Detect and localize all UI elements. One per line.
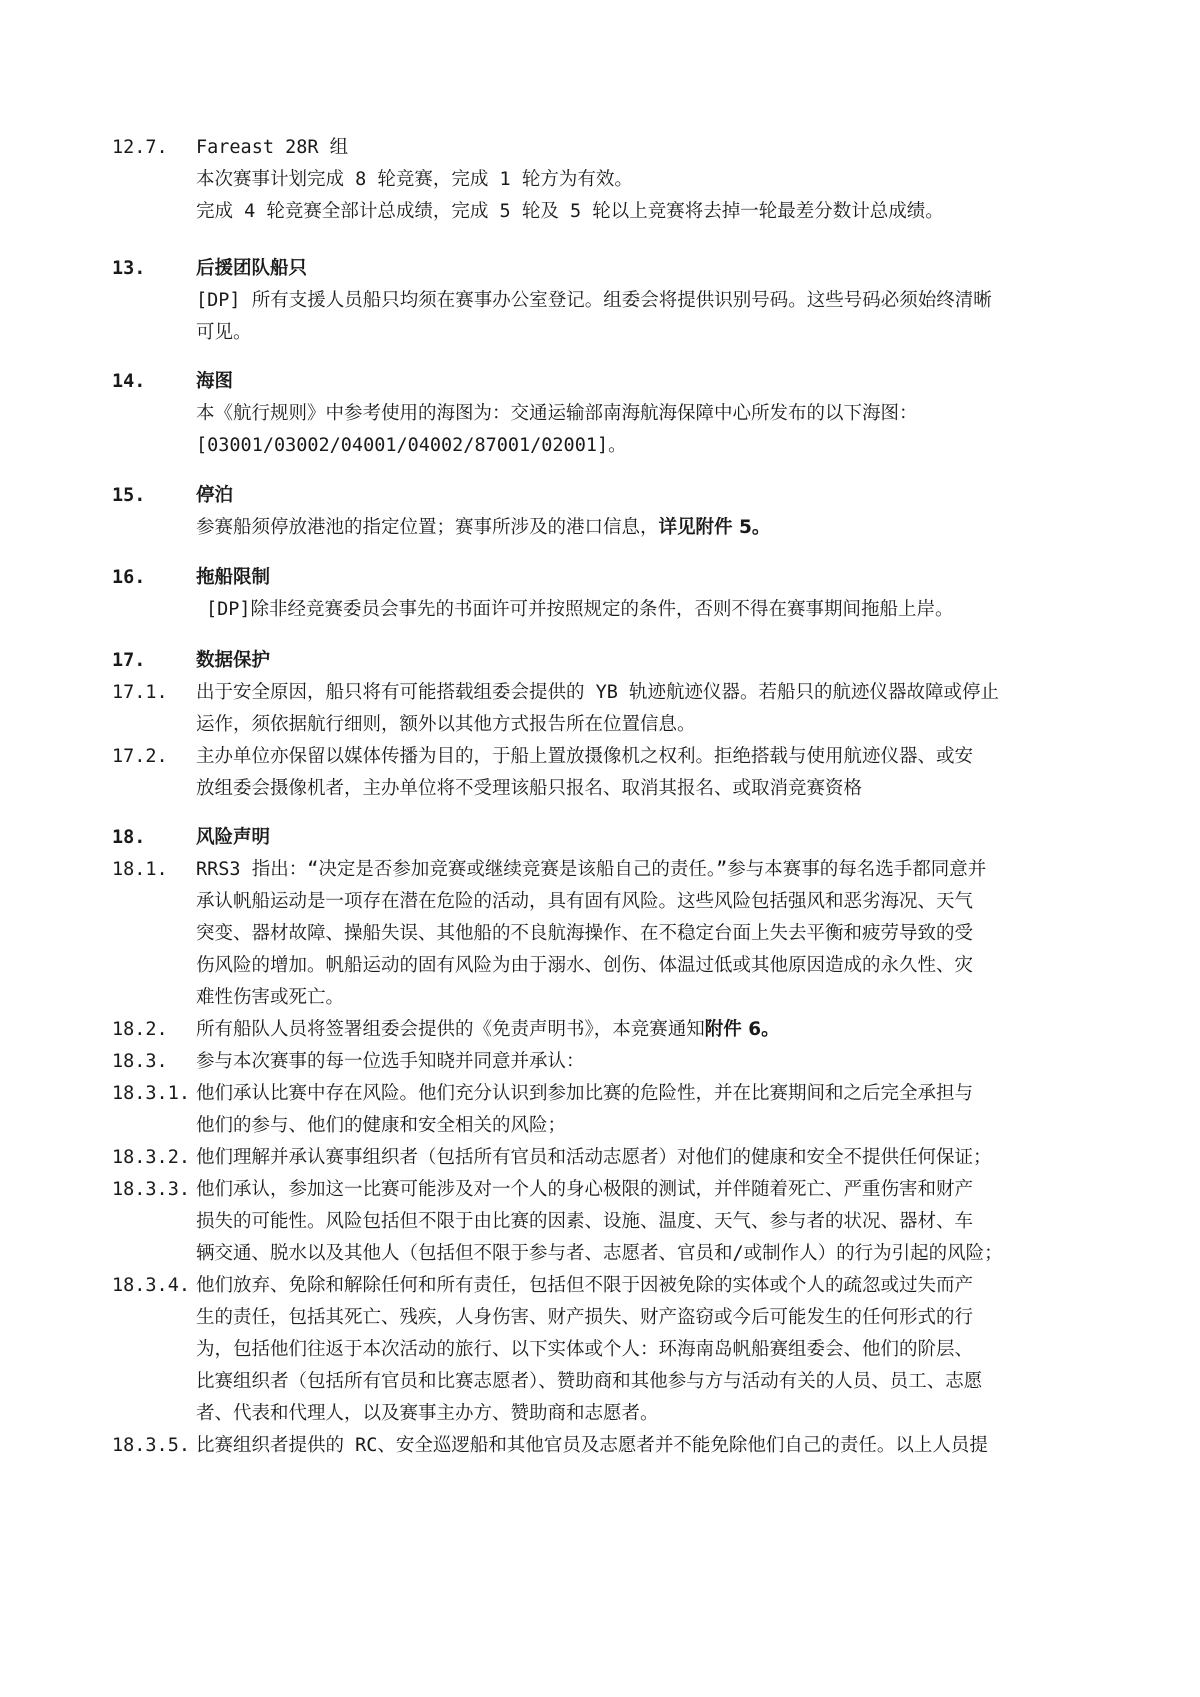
paragraph-line: 承认帆船运动是一项存在潜在危险的活动，具有固有风险。这些风险包括强风和恶劣海况、天气 [196, 891, 974, 912]
paragraph-line: 本《航行规则》中参考使用的海图为：交通运输部南海航海保障中心所发布的以下海图： [196, 403, 918, 424]
section-title: Fareast 28R 组 [196, 137, 349, 158]
paragraph-line: 主办单位亦保留以媒体传播为目的，于船上置放摄像机之权利。拒绝搭载与使用航迹仪器、或安 [196, 746, 974, 767]
paragraph-line: 他们承认，参加这一比赛可能涉及对一个人的身心极限的测试，并伴随着死亡、严重伤害和财产 [196, 1179, 974, 1200]
attachment-reference: 详见附件 5。 [658, 517, 771, 538]
paragraph-line: 可见。 [196, 322, 252, 343]
section-15 [0, 480, 1200, 544]
section-heading: 海图 [196, 371, 234, 392]
paragraph-line: 者、代表和代理人，以及赛事主办方、赞助商和志愿者。 [196, 1403, 659, 1424]
paragraph-text: 所有船队人员将签署组委会提供的《免责声明书》，本竞赛通知 [196, 1019, 705, 1040]
section-14 [0, 366, 1200, 462]
paragraph-line: 他们放弃、免除和解除任何和所有责任，包括但不限于因被免除的实体或个人的疏忽或过失而产 [196, 1275, 974, 1296]
paragraph-line: RRS3 指出：“决定是否参加竞赛或继续竞赛是该船自己的责任。”参与本赛事的每名选手都同意并 [196, 859, 987, 880]
section-heading: 后援团队船只 [196, 258, 308, 279]
section-12-7 [0, 132, 1200, 228]
section-heading: 风险声明 [196, 827, 271, 848]
paragraph-line: 生的责任，包括其死亡、残疾，人身伤害、财产损失、财产盗窃或今后可能发生的任何形式的行 [196, 1307, 974, 1328]
paragraph-line: 出于安全原因，船只将有可能搭载组委会提供的 YB 轨迹航迹仪器。若船只的航迹仪器故障或停止 [196, 682, 1000, 703]
section-18 [0, 822, 1200, 1462]
item-number: 18.3. [112, 1051, 168, 1072]
section-number: 17. [112, 650, 146, 671]
item-number: 17.1. [112, 682, 168, 703]
section-heading: 数据保护 [196, 650, 271, 671]
section-heading: 拖船限制 [196, 567, 271, 588]
item-number: 18.1. [112, 859, 168, 880]
paragraph-line: 参与本次赛事的每一位选手知晓并同意并承认： [196, 1051, 585, 1072]
paragraph-line: 他们理解并承认赛事组织者（包括所有官员和活动志愿者）对他们的健康和安全不提供任何保证； [196, 1147, 992, 1168]
item-number: 18.3.4. [112, 1275, 190, 1296]
section-heading: 停泊 [196, 485, 234, 506]
attachment-reference: 附件 6。 [704, 1019, 780, 1040]
paragraph-text: 参赛船须停放港池的指定位置；赛事所涉及的港口信息， [196, 517, 659, 538]
item-number: 18.2. [112, 1019, 168, 1040]
section-16 [0, 562, 1200, 626]
paragraph-line [196, 1014, 780, 1046]
paragraph-line: 完成 4 轮竞赛全部计总成绩，完成 5 轮及 5 轮以上竞赛将去掉一轮最差分数计总成绩。 [196, 201, 944, 222]
paragraph-line: 本次赛事计划完成 8 轮竞赛，完成 1 轮方为有效。 [196, 169, 633, 190]
paragraph-line: [03001/03002/04001/04002/87001/02001]。 [196, 435, 627, 456]
section-number: 13. [112, 258, 146, 279]
item-number: 18.3.5. [112, 1435, 190, 1456]
section-number: 16. [112, 567, 146, 588]
paragraph-line: 难性伤害或死亡。 [196, 987, 345, 1008]
section-number: 15. [112, 485, 146, 506]
paragraph-line: 运作，须依据航行细则，额外以其他方式报告所在位置信息。 [196, 714, 696, 735]
paragraph-line: 他们的参与、他们的健康和安全相关的风险； [196, 1115, 567, 1136]
item-number: 18.3.3. [112, 1179, 190, 1200]
paragraph-line: 伤风险的增加。帆船运动的固有风险为由于溺水、创伤、体温过低或其他原因造成的永久性、灾 [196, 955, 974, 976]
paragraph-line: 辆交通、脱水以及其他人（包括但不限于参与者、志愿者、官员和/或制作人）的行为引起的风险； [196, 1243, 1003, 1264]
paragraph-line: 为，包括他们往返于本次活动的旅行、以下实体或个人：环海南岛帆船赛组委会、他们的阶层、 [196, 1339, 974, 1360]
item-number: 17.2. [112, 746, 168, 767]
paragraph-line: 放组委会摄像机者，主办单位将不受理该船只报名、取消其报名、或取消竞赛资格 [196, 778, 863, 799]
item-number: 18.3.1. [112, 1083, 190, 1104]
paragraph-line: 比赛组织者（包括所有官员和比赛志愿者）、赞助商和其他参与方与活动有关的人员、员工、志愿 [196, 1371, 983, 1392]
paragraph-line: [DP] 所有支援人员船只均须在赛事办公室登记。组委会将提供识别号码。这些号码必须始终清晰 [196, 290, 992, 311]
paragraph-line: 损失的可能性。风险包括但不限于由比赛的因素、设施、温度、天气、参与者的状况、器材、车 [196, 1211, 974, 1232]
section-number: 14. [112, 371, 146, 392]
paragraph-line [196, 512, 770, 544]
paragraph-line: [DP]除非经竞赛委员会事先的书面许可并按照规定的条件，否则不得在赛事期间拖船上岸。 [206, 599, 954, 620]
section-number: 18. [112, 827, 146, 848]
paragraph-line: 比赛组织者提供的 RC、安全巡逻船和其他官员及志愿者并不能免除他们自己的责任。以上人员提 [196, 1435, 988, 1456]
section-17 [0, 645, 1200, 805]
paragraph-line: 他们承认比赛中存在风险。他们充分认识到参加比赛的危险性，并在比赛期间和之后完全承担与 [196, 1083, 974, 1104]
section-13 [0, 253, 1200, 349]
paragraph-line: 突变、器材故障、操船失误、其他船的不良航海操作、在不稳定台面上失去平衡和疲劳导致的受 [196, 923, 974, 944]
section-number: 12.7. [112, 137, 168, 158]
item-number: 18.3.2. [112, 1147, 190, 1168]
